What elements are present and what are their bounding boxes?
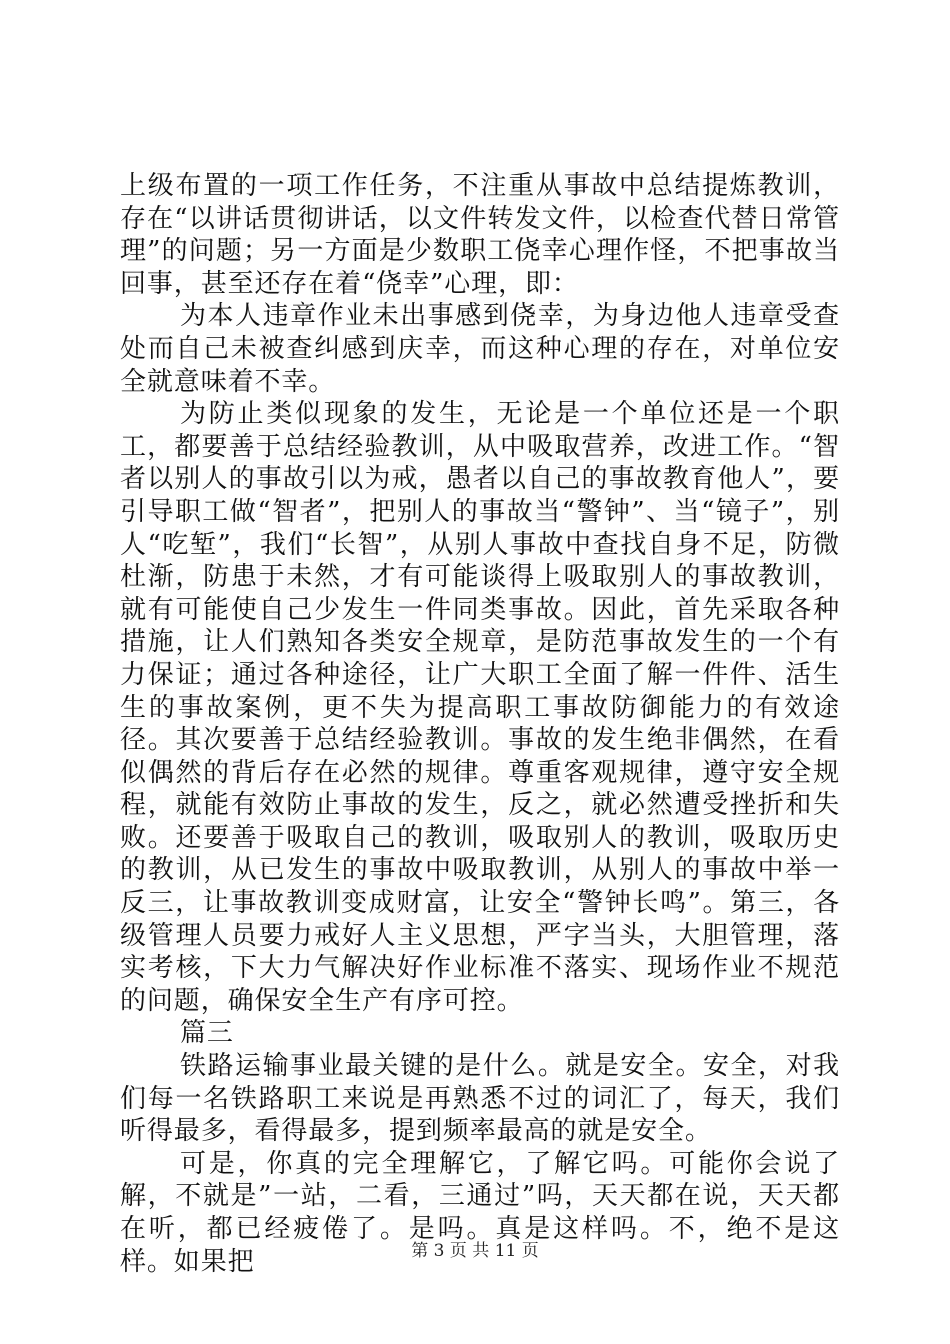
paragraph-3: 为防止类似现象的发生，无论是一个单位还是一个职工，都要善于总结经验教训，从中吸取营养，改进工作。“智者以别人的事故引以为戒，愚者以自己的事故教育他人”，要引导职工做“智者”，把别人的事故当“警钟”、当“镜子”，别人“吃堑”，我们“长智”，从别人事故中查找自身不足，防微杜渐，防患于未然，才有可能谈得上吸取别人的事故教训，就有可能使自己少发生一件同类事故。因此，首先采取各种措施，让人们熟知各类安全规章，是防范事故发生的一个有力保证；通过各种途径，让广大职工全面了解一件件、活生生的事故案例，更不失为提高职工事故防御能力的有效途径。其次要善于总结经验教训。事故的发生绝非偶然，在看似偶然的背后存在必然的规律。尊重客观规律，遵守安全规程，就能有效防止事故的发生，反之，就必然遭受挫折和失败。还要善于吸取自己的教训，吸取别人的教训，吸取历史的教训，从已发生的事故中吸取教训，从别人的事故中举一反三，让事故教训变成财富，让安全“警钟长鸣”。第三，各级管理人员要力戒好人主义思想，严字当头，大胆管理，落实考核，下大力气解决好作业标准不落实、现场作业不规范的问题，确保安全生产有序可控。 bbox=[120, 399, 840, 1016]
document-body bbox=[120, 170, 840, 1278]
page-footer: 第 3 页 共 11 页 bbox=[411, 1241, 539, 1261]
section-heading: 篇三 bbox=[180, 1018, 234, 1049]
paragraph-2: 为本人违章作业未出事感到侥幸，为身边他人违章受查处而自己未被查纠感到庆幸，而这种心理的存在，对单位安全就意味着不幸。 bbox=[120, 301, 840, 397]
paragraph-4: 铁路运输事业最关键的是什么。就是安全。安全，对我们每一名铁路职工来说是再熟悉不过的词汇了，每天，我们听得最多，看得最多，提到频率最高的就是安全。 bbox=[120, 1051, 840, 1147]
paragraph-1: 上级布置的一项工作任务，不注重从事故中总结提炼教训，存在“以讲话贯彻讲话，以文件转发文件，以检查代替日常管理”的问题；另一方面是少数职工侥幸心理作怪，不把事故当回事，甚至还存在着“侥幸”心理，即： bbox=[120, 171, 840, 299]
paragraph-5: 可是，你真的完全理解它，了解它吗。可能你会说了解，不就是”一站，二看，三通过”吗，天天都在说，天天都在听，都已经疲倦了。是吗。真是这样吗。不，绝不是这样。如果把 bbox=[120, 1148, 840, 1277]
